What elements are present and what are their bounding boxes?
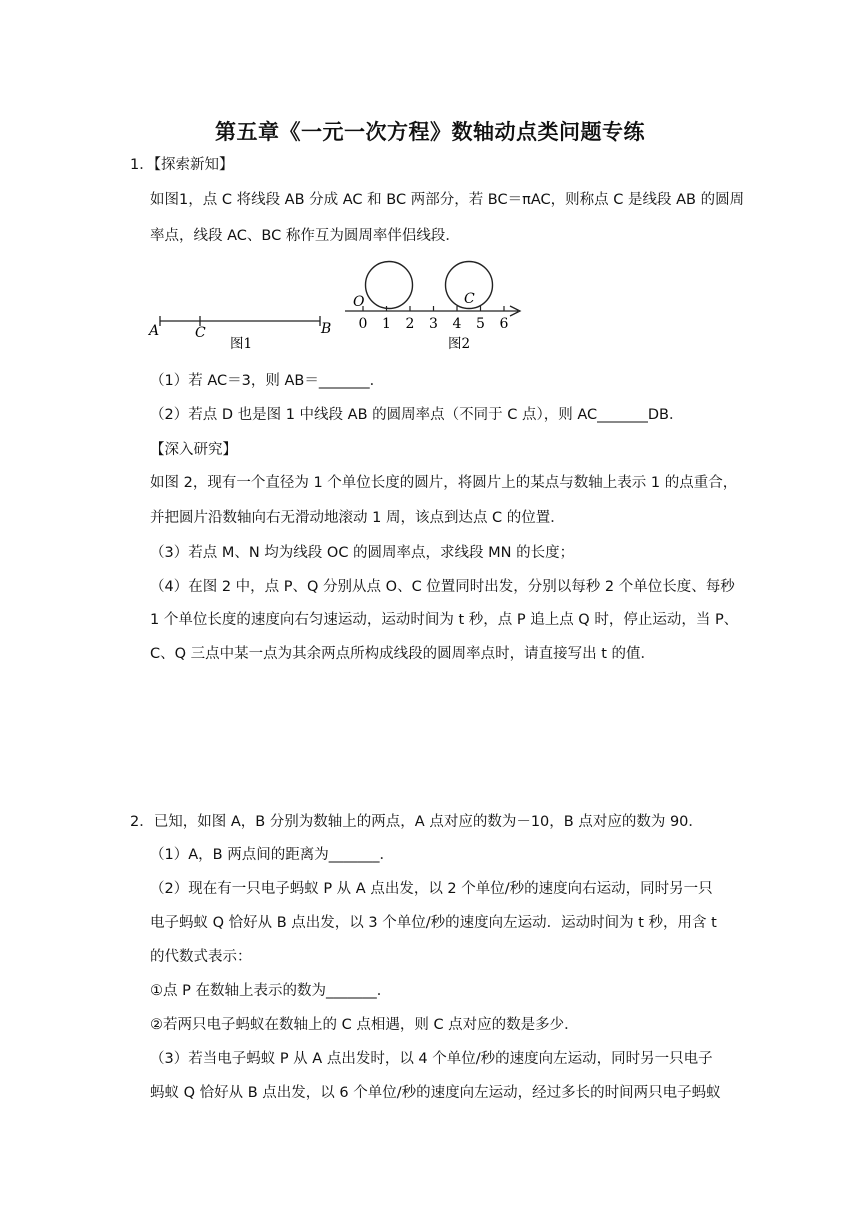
q2-sub3-line2: 蚂蚁 Q 恰好从 B 点出发，以 6 个单位/秒的速度向左运动，经过多长的时间两只电子蚂蚁 [150,1085,721,1101]
axis-tick-label-3: 3 [429,316,438,332]
q1-intro-line1: 如图1，点 C 将线段 AB 分成 AC 和 BC 两部分，若 BC＝πAC，则称点 C 是线段 AB 的圆周 [150,192,745,208]
q1-sub1: （1）若 AC＝3，则 AB＝_______． [150,373,385,389]
q1-section-deep: 【深入研究】 [150,442,237,458]
q2-line1: 2．已知，如图 A，B 分别为数轴上的两点，A 点对应的数为－10，B 点对应的数为 90． [130,814,703,830]
fig1-label-c: C [195,325,206,341]
q1-sub4-line2: 1 个单位长度的速度向右匀速运动，运动时间为 t 秒，点 P 追上点 Q 时，停止运动，当 P、 [150,612,739,628]
q1-deep-line1: 如图 2，现有一个直径为 1 个单位长度的圆片，将圆片上的某点与数轴上表示 1 的点重合， [150,475,738,491]
axis-tick-label-4: 4 [452,316,462,332]
q2-sub2-line1: （2）现在有一只电子蚂蚁 P 从 A 点出发，以 2 个单位/秒的速度向右运动，同时另一只 [150,881,713,897]
q1-sub2: （2）若点 D 也是图 1 中线段 AB 的圆周率点（不同于 C 点），则 AC_______DB． [150,407,684,423]
fig2-label-o: O [353,294,365,310]
q2-item1: ①点 P 在数轴上表示的数为_______． [150,983,392,999]
fig1-caption: 图1 [230,336,253,352]
q1-header [130,155,233,175]
fig2-label-c: C [464,291,475,307]
q1-number: 1． [130,157,154,173]
q2-sub3-line1: （3）若当电子蚂蚁 P 从 A 点出发时，以 4 个单位/秒的速度向左运动，同时另一只电子 [150,1051,713,1067]
axis-tick-label-0: 0 [358,316,368,332]
q1-section-explore: 【探索新知】 [153,157,234,173]
q1-deep-line2: 并把圆片沿数轴向右无滑动地滚动 1 周，该点到达点 C 的位置． [150,510,565,526]
q2-sub2-line2: 电子蚂蚁 Q 恰好从 B 点出发，以 3 个单位/秒的速度向左运动．运动时间为 t 秒，用含 t [150,915,717,931]
disc-start [366,262,413,309]
fig1-label-a: A [149,323,160,339]
figure-1 [145,300,345,352]
figure-2 [340,255,540,355]
axis-tick-label-6: 6 [499,316,509,332]
q2-sub1: （1）A，B 两点间的距离为_______． [150,847,394,863]
axis-tick-label-5: 5 [476,316,485,332]
q2-item2: ②若两只电子蚂蚁在数轴上的 C 点相遇，则 C 点对应的数是多少． [150,1017,579,1033]
axis-tick-label-1: 1 [382,316,391,332]
q2-sub2-line3: 的代数式表示： [150,949,252,965]
fig1-label-b: B [321,321,332,337]
q1-intro-line2: 率点，线段 AC、BC 称作互为圆周率伴侣线段． [150,228,460,244]
axis-ticks [359,306,509,332]
axis-tick-label-2: 2 [405,316,415,332]
q1-sub4-line1: （4）在图 2 中，点 P、Q 分别从点 O、C 位置同时出发，分别以每秒 2 个单位长度、每秒 [150,579,735,595]
q1-sub4-line3: C、Q 三点中某一点为其余两点所构成线段的圆周率点时，请直接写出 t 的值． [150,646,656,662]
fig2-caption: 图2 [448,336,471,352]
q1-sub3: （3）若点 M、N 均为线段 OC 的圆周率点，求线段 MN 的长度； [150,545,575,561]
page-title: 第五章《一元一次方程》数轴动点类问题专练 [215,120,645,144]
